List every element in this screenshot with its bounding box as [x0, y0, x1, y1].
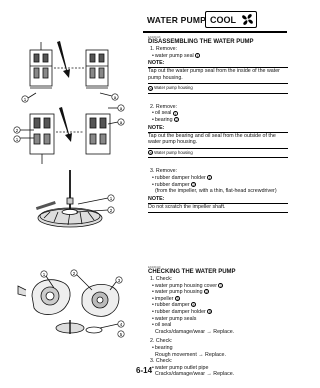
check-item: • rubber damper 4: [148, 302, 288, 309]
callout-2: 2: [192, 182, 195, 187]
svg-text:2: 2: [109, 207, 113, 213]
checking-section: [148, 266, 288, 378]
note-label: NOTE:: [148, 60, 288, 68]
step-2-item: • oil seal 1: [148, 110, 288, 117]
page-title: WATER PUMP: [147, 15, 206, 25]
legend-divider: [148, 93, 288, 94]
check-step-1: 1. Check:: [150, 276, 173, 282]
figure-impeller: [10, 168, 138, 238]
figure-legend: a Water pump housing: [149, 85, 193, 91]
legend-divider: [148, 157, 288, 158]
page-header: [0, 10, 300, 32]
check-result: Rough movement → Replace.: [155, 351, 226, 358]
check-item: • rubber damper holder 5: [148, 309, 288, 316]
section-code: EAS00419: [148, 266, 161, 269]
note-text: Tap out the bearing and oil seal from the outside of the water pump housing.: [148, 132, 276, 146]
callout-1: 1: [219, 283, 223, 288]
step-2-item: • bearing 2: [148, 117, 288, 124]
check-item: • water pump seals: [148, 316, 288, 323]
callout-1: 1: [196, 53, 199, 58]
svg-text:1: 1: [15, 136, 19, 142]
note-label: NOTE:: [148, 196, 288, 204]
callout-2: 2: [175, 118, 178, 123]
figure-pump-components: [10, 268, 138, 344]
figure-bearing-removal: [10, 104, 138, 170]
svg-text:a: a: [113, 94, 117, 100]
note-divider: [148, 212, 288, 213]
section-title: CHECKING THE WATER PUMP: [148, 269, 236, 275]
note-text: Do not scratch the impeller shaft.: [148, 203, 226, 210]
fan-icon: [240, 12, 255, 27]
svg-text:1: 1: [42, 271, 46, 277]
section-code: EAS00416: [148, 36, 161, 39]
check-step-2: 2. Check:: [150, 338, 173, 345]
check-item: • water pump housing cover 1: [148, 283, 288, 290]
callout-4: 4: [192, 303, 195, 308]
note-label: NOTE:: [148, 125, 288, 133]
figure-legend: a Water pump housing: [149, 149, 193, 156]
figure-seal-removal: [10, 38, 138, 106]
svg-text:2: 2: [72, 270, 76, 276]
section-badge: [205, 11, 257, 28]
callout-5: 5: [208, 310, 211, 315]
step-3-item: • rubber damper 2: [148, 182, 288, 189]
callout-a: a: [149, 151, 152, 156]
svg-text:4: 4: [119, 321, 123, 327]
note-text: Tap out the water pump seal from the inside of the water pump housing.: [148, 68, 280, 81]
step-2: 2. Remove:: [150, 103, 178, 110]
header-rule: [143, 31, 287, 33]
step-3-item: • rubber damper holder 1: [148, 175, 288, 182]
callout-3: 3: [176, 296, 179, 301]
svg-text:1: 1: [23, 96, 27, 102]
svg-text:2: 2: [15, 127, 19, 133]
disassembly-section: [148, 36, 288, 213]
callout-1: 1: [174, 111, 177, 116]
svg-text:3: 3: [117, 277, 121, 283]
check-item: • water pump housing 2: [148, 289, 288, 296]
svg-text:1: 1: [109, 195, 113, 201]
callout-1: 1: [208, 176, 211, 180]
check-item: • water pump outlet pipe: [148, 365, 288, 372]
check-item: • bearing: [148, 345, 288, 352]
svg-text:a: a: [119, 119, 123, 125]
step-1-item: • water pump seal 1: [148, 53, 288, 60]
note-divider: [148, 83, 288, 84]
check-result: Cracks/damage/wear → Replace.: [155, 371, 235, 378]
svg-text:5: 5: [119, 331, 123, 337]
note-divider: [148, 148, 288, 149]
check-item: • oil seal: [148, 322, 288, 329]
step-1: 1. Remove:: [150, 46, 178, 52]
check-step-3: 3. Check:: [150, 358, 173, 365]
check-result: Cracks/damage/wear → Replace.: [155, 328, 235, 335]
callout-2: 2: [205, 290, 208, 295]
svg-text:a: a: [119, 105, 123, 111]
step-3: 3. Remove:: [150, 168, 178, 175]
step-3-note: (from the impeller, with a thin, flat-head screwdriver): [155, 188, 277, 195]
section-title: DISASSEMBLING THE WATER PUMP: [148, 39, 254, 45]
page-number: 6-14: [136, 366, 153, 375]
callout-a: a: [149, 86, 152, 91]
check-item: • impeller 3: [148, 296, 288, 303]
section-badge-label: COOL: [210, 14, 236, 25]
